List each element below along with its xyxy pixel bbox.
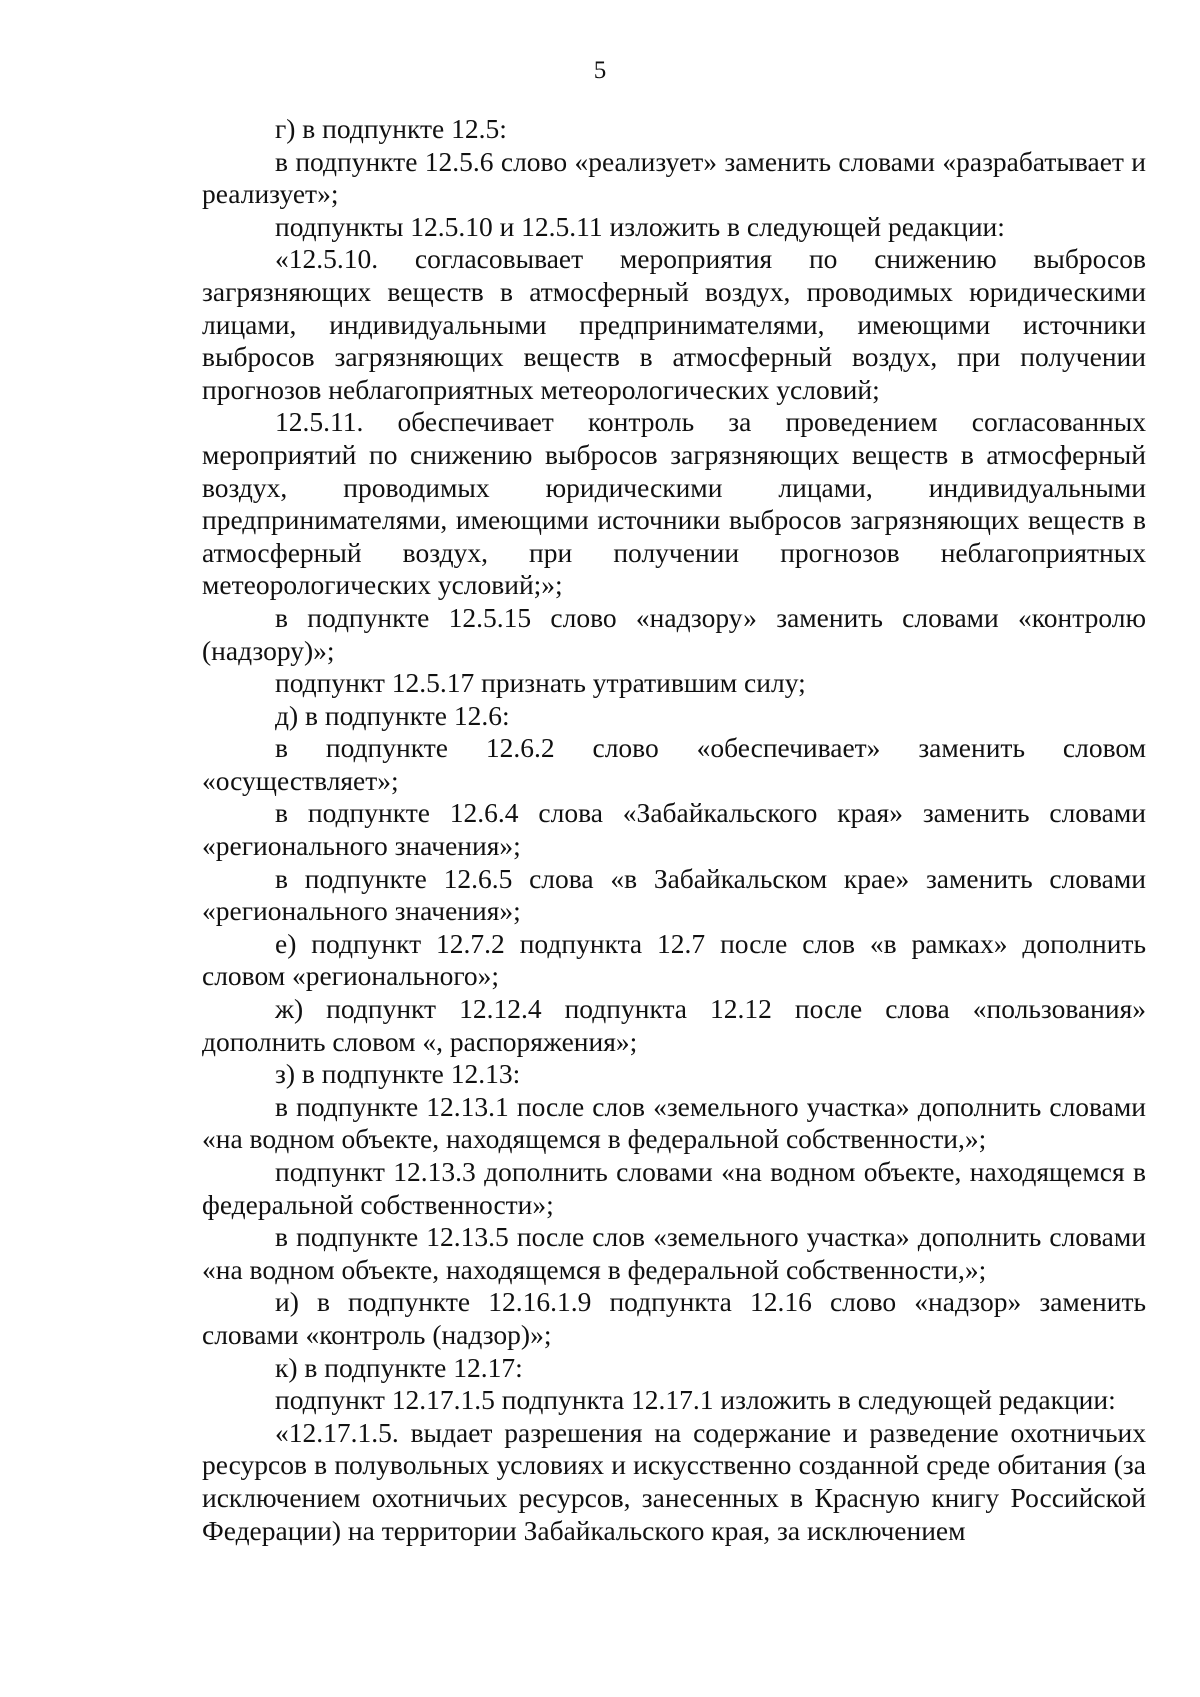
paragraph: к) в подпункте 12.17: bbox=[275, 1351, 523, 1383]
paragraph: подпункт 12.13.3 дополнить словами «на водном объекте, находящемся в федеральной собственности»; bbox=[202, 1156, 1146, 1220]
paragraph: 12.5.11. обеспечивает контроль за проведением согласованных мероприятий по снижению выбросов загрязняющих веществ в атмосферный воздух, проводимых юридическими лицами, индивидуальными предпринимателями, имеющими источники выбросов загрязняющих веществ в атмосферный воздух, при получении прогнозов неблагоприятных метеорологических условий;»; bbox=[202, 406, 1146, 601]
document-body bbox=[202, 113, 1146, 1547]
paragraph: «12.5.10. согласовывает мероприятия по снижению выбросов загрязняющих веществ в атмосферный воздух, проводимых юридическими лицами, индивидуальными предпринимателями, имеющими источники выбросов загрязняющих веществ в атмосферный воздух, при получении прогнозов неблагоприятных метеорологических условий; bbox=[202, 243, 1146, 405]
paragraph: «12.17.1.5. выдает разрешения на содержание и разведение охотничьих ресурсов в полувольных условиях и искусственно созданной среде обитания (за исключением охотничьих ресурсов, занесенных в Красную книгу Российской Федерации) на территории Забайкальского края, за исключением bbox=[202, 1416, 1146, 1546]
paragraph: в подпункте 12.5.6 слово «реализует» заменить словами «разрабатывает и реализует»; bbox=[202, 145, 1146, 210]
paragraph: е) подпункт 12.7.2 подпункта 12.7 после слов «в рамках» дополнить словом «регионального»; bbox=[202, 927, 1146, 992]
paragraph: и) в подпункте 12.16.1.9 подпункта 12.16 слово «надзор» заменить словами «контроль (надзор)»; bbox=[202, 1286, 1146, 1350]
paragraph: в подпункте 12.6.5 слова «в Забайкальском крае» заменить словами «регионального значения»; bbox=[202, 862, 1146, 927]
paragraph: в подпункте 12.5.15 слово «надзору» заменить словами «контролю (надзору)»; bbox=[202, 601, 1146, 666]
paragraph: подпункты 12.5.10 и 12.5.11 изложить в следующей редакции: bbox=[275, 210, 1005, 242]
paragraph: в подпункте 12.6.4 слова «Забайкальского края» заменить словами «регионального значения»; bbox=[202, 797, 1146, 862]
page-number: 5 bbox=[593, 57, 607, 84]
paragraph: ж) подпункт 12.12.4 подпункта 12.12 после слова «пользования» дополнить словом «, распоряжения»; bbox=[202, 993, 1146, 1057]
paragraph: подпункт 12.5.17 признать утратившим силу; bbox=[275, 667, 806, 699]
paragraph: в подпункте 12.13.5 после слов «земельного участка» дополнить словами «на водном объекте, находящемся в федеральной собственности,»; bbox=[202, 1221, 1146, 1285]
paragraph: подпункт 12.17.1.5 подпункта 12.17.1 изложить в следующей редакции: bbox=[275, 1384, 1116, 1416]
paragraph: г) в подпункте 12.5: bbox=[275, 113, 507, 144]
paragraph: д) в подпункте 12.6: bbox=[275, 699, 510, 731]
paragraph: з) в подпункте 12.13: bbox=[275, 1058, 521, 1090]
paragraph: в подпункте 12.6.2 слово «обеспечивает» заменить словом «осуществляет»; bbox=[202, 732, 1146, 796]
paragraph: в подпункте 12.13.1 после слов «земельного участка» дополнить словами «на водном объекте, находящемся в федеральной собственности,»; bbox=[202, 1090, 1146, 1155]
